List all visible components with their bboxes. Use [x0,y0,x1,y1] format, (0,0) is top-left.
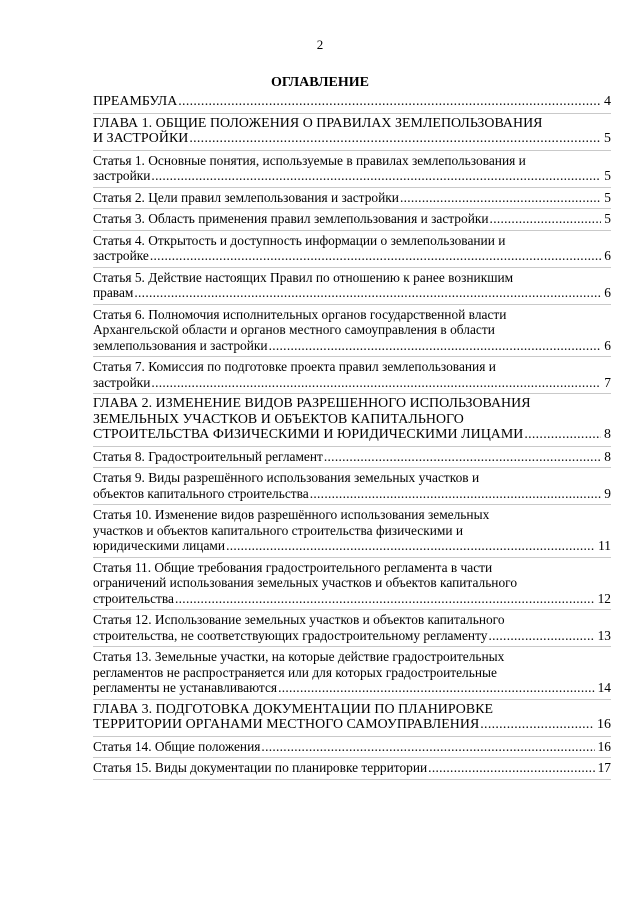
toc-entry-line: Архангельской области и органов местного самоуправления в области [93,322,495,337]
toc-entry-line: землепользования и застройки [93,337,268,353]
toc-page-number: 8 [604,427,611,442]
toc-entry-line: Статья 1. Основные понятия, используемые в правилах землепользования и [93,152,526,168]
toc-article-entry[interactable] [93,151,611,188]
toc-entry-line: И ЗАСТРОЙКИ [93,131,189,146]
toc-page-number: 7 [604,374,611,390]
dot-leader [151,168,601,184]
dot-leader [226,538,595,554]
dot-leader [269,338,602,354]
toc-article-entry[interactable] [93,268,611,305]
toc-page-number: 16 [597,717,611,732]
toc-page-number: 16 [597,738,611,754]
table-of-contents [93,92,611,780]
toc-entry-line: Статья 2. Цели правил землепользования и застройки [93,189,399,205]
toc-page-number: 13 [597,627,611,643]
page-number: 2 [316,37,324,52]
toc-article-entry[interactable] [93,447,611,469]
dot-leader [428,760,594,776]
toc-page-number: 14 [597,680,611,695]
toc-entry-line: Статья 9. Виды разрешённого использования земельных участков и [93,470,480,485]
toc-entry-line: ГЛАВА 3. ПОДГОТОВКА ДОКУМЕНТАЦИИ ПО ПЛАНИРОВКЕ [93,701,494,717]
toc-entry-line: СТРОИТЕЛЬСТВА ФИЗИЧЕСКИМИ И ЮРИДИЧЕСКИМИ ЛИЦАМИ [93,427,524,442]
dot-leader [278,680,595,696]
toc-page-number: 11 [598,538,611,553]
toc-entry-line: Статья 13. Земельные участки, на которые действие градостроительных [93,649,505,664]
toc-entry-line: Статья 5. Действие настоящих Правил по отношению к ранее возникшим [93,269,514,285]
toc-entry-line: Статья 4. Открытость и доступность информации о землепользовании и [93,232,506,248]
toc-entry-line: ЗЕМЕЛЬНЫХ УЧАСТКОВ И ОБЪЕКТОВ КАПИТАЛЬНОГО [93,411,464,427]
toc-article-entry[interactable] [93,231,611,268]
toc-page-number: 12 [597,590,611,606]
dot-leader [480,717,594,733]
toc-page-number: 6 [604,337,611,353]
toc-entry-line: Статья 7. Комиссия по подготовке проекта правил землепользования и [93,359,496,374]
dot-leader [134,285,601,301]
toc-page-number: 5 [604,189,611,205]
toc-entry-line: регламентов не распространяется или для которых градостроительные [93,664,497,680]
toc-article-entry[interactable] [93,505,611,558]
dot-leader [178,94,601,110]
toc-entry-line: Статья 8. Градостроительный регламент [93,448,323,464]
dot-leader [490,211,602,227]
toc-entry-line: Статья 14. Общие положения [93,738,261,754]
toc-page-number: 6 [604,285,611,300]
toc-entry-line: строительства [93,590,174,606]
toc-entry-line: Статья 3. Область применения правил землепользования и застройки [93,211,489,226]
dot-leader [189,131,601,147]
toc-entry-line: застройке [93,248,149,263]
toc-entry-line: участков и объектов капитального строительства физическими и [93,522,464,538]
toc-page-number: 8 [604,448,611,464]
dot-leader [151,375,601,391]
toc-article-entry[interactable] [93,610,611,647]
dot-leader [261,739,594,755]
toc-entry-line: застройки [93,374,151,390]
toc-entry-line: ГЛАВА 1. ОБЩИЕ ПОЛОЖЕНИЯ О ПРАВИЛАХ ЗЕМЛЕПОЛЬЗОВАНИЯ [93,115,543,131]
toc-entry-line: застройки [93,168,151,183]
toc-entry-line: ТЕРРИТОРИИ ОРГАНАМИ МЕСТНОГО САМОУПРАВЛЕНИЯ [93,717,480,732]
toc-entry-line: Статья 15. Виды документации по планировке территории [93,760,428,775]
toc-article-entry[interactable] [93,305,611,358]
toc-entry-line: регламенты не устанавливаются [93,680,278,695]
toc-article-entry[interactable] [93,737,611,759]
toc-entry-line: правам [93,285,134,300]
toc-entry-line: Статья 12. Использование земельных участков и объектов капитального [93,612,505,627]
toc-page-number: 4 [604,94,611,109]
toc-article-entry[interactable] [93,209,611,231]
toc-chapter-entry[interactable] [93,700,611,737]
toc-page-number: 5 [604,168,611,183]
toc-chapter-entry[interactable] [93,114,611,151]
toc-page-number: 5 [604,211,611,226]
toc-article-entry[interactable] [93,188,611,210]
dot-leader [175,591,595,607]
toc-page-number: 9 [604,485,611,501]
toc-entry-line: Статья 11. Общие требования градостроительного регламента в части [93,559,493,575]
toc-entry-line: юридическими лицами [93,538,226,553]
toc-entry-line: объектов капитального строительства [93,485,309,501]
toc-entry-line: Статья 6. Полномочия исполнительных органов государственной власти [93,306,507,322]
toc-chapter-entry[interactable] [93,92,611,114]
toc-entry-line: Статья 10. Изменение видов разрешённого использования земельных [93,507,490,522]
toc-article-entry[interactable] [93,558,611,611]
dot-leader [324,449,601,465]
dot-leader [488,628,594,644]
toc-title: ОГЛАВЛЕНИЕ [271,75,369,90]
toc-article-entry[interactable] [93,647,611,700]
toc-entry-line: строительства, не соответствующих градостроительному регламенту [93,627,488,643]
toc-article-entry[interactable] [93,357,611,394]
toc-page-number: 6 [604,248,611,263]
dot-leader [524,427,601,443]
toc-entry-line: ГЛАВА 2. ИЗМЕНЕНИЕ ВИДОВ РАЗРЕШЕННОГО ИСПОЛЬЗОВАНИЯ [93,396,531,411]
toc-article-entry[interactable] [93,468,611,505]
toc-page-number: 17 [597,760,611,775]
toc-article-entry[interactable] [93,758,611,780]
dot-leader [310,486,602,502]
dot-leader [150,248,601,264]
dot-leader [400,190,601,206]
toc-page-number: 5 [604,131,611,146]
toc-entry-line: ПРЕАМБУЛА [93,94,178,109]
toc-chapter-entry[interactable] [93,394,611,447]
toc-entry-line: ограничений использования земельных участков и объектов капитального [93,575,518,590]
